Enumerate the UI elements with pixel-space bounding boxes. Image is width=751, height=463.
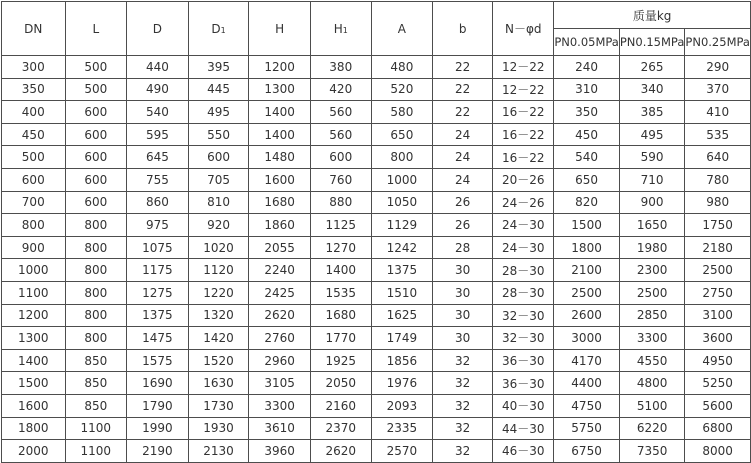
cell-weight-pn005: 4750 xyxy=(554,394,620,417)
header-d1 xyxy=(188,2,249,56)
cell-weight-pn025: 1750 xyxy=(685,214,751,237)
cell-a: 2093 xyxy=(371,394,433,417)
cell-d: 1175 xyxy=(127,259,189,282)
cell-weight-pn015: 590 xyxy=(619,146,685,169)
cell-weight-pn005: 310 xyxy=(554,78,620,101)
cell-n-phi-d: 16－22 xyxy=(493,101,554,124)
cell-l: 800 xyxy=(65,304,127,327)
cell-weight-pn015: 900 xyxy=(619,191,685,214)
cell-h: 2055 xyxy=(249,236,311,259)
cell-d1: 550 xyxy=(188,123,249,146)
cell-d1: 495 xyxy=(188,101,249,124)
cell-weight-pn025: 980 xyxy=(685,191,751,214)
cell-dn: 1500 xyxy=(2,372,66,395)
table-row xyxy=(2,123,751,146)
table-row xyxy=(2,214,751,237)
header-h: H xyxy=(249,2,311,56)
cell-d1: 1520 xyxy=(188,349,249,372)
cell-d: 1990 xyxy=(127,417,189,440)
cell-d1: 1020 xyxy=(188,236,249,259)
header-h1-main: H xyxy=(333,21,343,36)
cell-dn: 1200 xyxy=(2,304,66,327)
cell-b: 22 xyxy=(433,78,493,101)
cell-l: 800 xyxy=(65,327,127,350)
cell-weight-pn025: 2750 xyxy=(685,281,751,304)
cell-dn: 900 xyxy=(2,236,66,259)
cell-h1: 2620 xyxy=(310,440,371,463)
cell-a: 2570 xyxy=(371,440,433,463)
cell-l: 850 xyxy=(65,349,127,372)
cell-weight-pn005: 820 xyxy=(554,191,620,214)
cell-weight-pn015: 2850 xyxy=(619,304,685,327)
cell-h: 3105 xyxy=(249,372,311,395)
cell-dn: 1300 xyxy=(2,327,66,350)
cell-weight-pn005: 540 xyxy=(554,146,620,169)
cell-l: 1100 xyxy=(65,440,127,463)
table-row xyxy=(2,78,751,101)
cell-h1: 760 xyxy=(310,168,371,191)
cell-weight-pn005: 6750 xyxy=(554,440,620,463)
table-body xyxy=(2,56,751,463)
table-row xyxy=(2,372,751,395)
cell-d1: 1320 xyxy=(188,304,249,327)
cell-weight-pn015: 2500 xyxy=(619,281,685,304)
cell-b: 32 xyxy=(433,394,493,417)
cell-h: 1400 xyxy=(249,101,311,124)
cell-weight-pn015: 710 xyxy=(619,168,685,191)
cell-h: 1680 xyxy=(249,191,311,214)
cell-d: 975 xyxy=(127,214,189,237)
cell-h1: 560 xyxy=(310,101,371,124)
cell-weight-pn015: 1980 xyxy=(619,236,685,259)
header-d: D xyxy=(127,2,189,56)
cell-weight-pn015: 4550 xyxy=(619,349,685,372)
table-row xyxy=(2,101,751,124)
cell-n-phi-d: 32－30 xyxy=(493,327,554,350)
cell-l: 850 xyxy=(65,372,127,395)
cell-h: 3610 xyxy=(249,417,311,440)
cell-weight-pn015: 6220 xyxy=(619,417,685,440)
cell-b: 22 xyxy=(433,101,493,124)
header-d1-main: D xyxy=(211,21,221,36)
cell-dn: 800 xyxy=(2,214,66,237)
header-d1-sub: 1 xyxy=(220,25,226,35)
cell-a: 520 xyxy=(371,78,433,101)
header-n-phi-d: N－φd xyxy=(493,2,554,56)
cell-weight-pn005: 1800 xyxy=(554,236,620,259)
cell-a: 1976 xyxy=(371,372,433,395)
cell-weight-pn025: 5600 xyxy=(685,394,751,417)
cell-h1: 1270 xyxy=(310,236,371,259)
cell-b: 22 xyxy=(433,56,493,79)
table-row xyxy=(2,394,751,417)
cell-d: 755 xyxy=(127,168,189,191)
cell-d: 860 xyxy=(127,191,189,214)
cell-weight-pn005: 350 xyxy=(554,101,620,124)
cell-weight-pn015: 3300 xyxy=(619,327,685,350)
cell-d1: 1930 xyxy=(188,417,249,440)
cell-n-phi-d: 44－30 xyxy=(493,417,554,440)
cell-l: 800 xyxy=(65,236,127,259)
cell-n-phi-d: 36－30 xyxy=(493,372,554,395)
cell-a: 580 xyxy=(371,101,433,124)
table-row xyxy=(2,327,751,350)
cell-h: 1860 xyxy=(249,214,311,237)
cell-weight-pn025: 3600 xyxy=(685,327,751,350)
cell-h1: 2050 xyxy=(310,372,371,395)
cell-h1: 1535 xyxy=(310,281,371,304)
cell-b: 30 xyxy=(433,304,493,327)
cell-dn: 600 xyxy=(2,168,66,191)
cell-h: 2620 xyxy=(249,304,311,327)
cell-a: 1625 xyxy=(371,304,433,327)
cell-weight-pn025: 6800 xyxy=(685,417,751,440)
cell-h1: 1680 xyxy=(310,304,371,327)
cell-l: 500 xyxy=(65,56,127,79)
cell-dn: 300 xyxy=(2,56,66,79)
cell-a: 650 xyxy=(371,123,433,146)
cell-weight-pn005: 450 xyxy=(554,123,620,146)
cell-b: 30 xyxy=(433,327,493,350)
cell-l: 800 xyxy=(65,214,127,237)
cell-l: 850 xyxy=(65,394,127,417)
table-row xyxy=(2,259,751,282)
cell-weight-pn005: 5750 xyxy=(554,417,620,440)
cell-h1: 2370 xyxy=(310,417,371,440)
cell-d1: 1630 xyxy=(188,372,249,395)
cell-h1: 880 xyxy=(310,191,371,214)
cell-a: 1510 xyxy=(371,281,433,304)
cell-b: 32 xyxy=(433,440,493,463)
cell-h: 1300 xyxy=(249,78,311,101)
cell-b: 24 xyxy=(433,123,493,146)
cell-h: 1480 xyxy=(249,146,311,169)
cell-h: 1400 xyxy=(249,123,311,146)
cell-dn: 1000 xyxy=(2,259,66,282)
cell-weight-pn015: 1650 xyxy=(619,214,685,237)
cell-weight-pn025: 290 xyxy=(685,56,751,79)
cell-weight-pn025: 370 xyxy=(685,78,751,101)
cell-h: 2960 xyxy=(249,349,311,372)
table-row xyxy=(2,236,751,259)
cell-b: 24 xyxy=(433,168,493,191)
cell-d: 1690 xyxy=(127,372,189,395)
table-row xyxy=(2,146,751,169)
cell-d: 1375 xyxy=(127,304,189,327)
cell-n-phi-d: 28－30 xyxy=(493,281,554,304)
cell-dn: 1800 xyxy=(2,417,66,440)
cell-b: 32 xyxy=(433,349,493,372)
cell-d1: 2130 xyxy=(188,440,249,463)
cell-weight-pn025: 535 xyxy=(685,123,751,146)
cell-d1: 705 xyxy=(188,168,249,191)
cell-h: 1600 xyxy=(249,168,311,191)
cell-d1: 1120 xyxy=(188,259,249,282)
cell-d: 645 xyxy=(127,146,189,169)
cell-b: 24 xyxy=(433,146,493,169)
cell-n-phi-d: 12－22 xyxy=(493,78,554,101)
cell-h1: 600 xyxy=(310,146,371,169)
cell-d: 2190 xyxy=(127,440,189,463)
cell-h1: 1125 xyxy=(310,214,371,237)
cell-h1: 1925 xyxy=(310,349,371,372)
cell-weight-pn025: 780 xyxy=(685,168,751,191)
cell-n-phi-d: 20－26 xyxy=(493,168,554,191)
cell-weight-pn015: 2300 xyxy=(619,259,685,282)
cell-b: 32 xyxy=(433,417,493,440)
cell-b: 30 xyxy=(433,259,493,282)
spec-table xyxy=(1,1,751,463)
cell-weight-pn025: 4950 xyxy=(685,349,751,372)
cell-b: 28 xyxy=(433,236,493,259)
cell-h1: 380 xyxy=(310,56,371,79)
cell-b: 26 xyxy=(433,214,493,237)
cell-h1: 1770 xyxy=(310,327,371,350)
cell-l: 600 xyxy=(65,146,127,169)
cell-n-phi-d: 40－30 xyxy=(493,394,554,417)
cell-h: 2760 xyxy=(249,327,311,350)
cell-d: 1075 xyxy=(127,236,189,259)
cell-n-phi-d: 32－30 xyxy=(493,304,554,327)
cell-dn: 350 xyxy=(2,78,66,101)
cell-b: 32 xyxy=(433,372,493,395)
header-pn025: PN0.25MPa xyxy=(685,29,751,56)
cell-l: 1100 xyxy=(65,417,127,440)
cell-d1: 1220 xyxy=(188,281,249,304)
cell-d1: 1730 xyxy=(188,394,249,417)
cell-a: 480 xyxy=(371,56,433,79)
table-row xyxy=(2,349,751,372)
cell-h: 1200 xyxy=(249,56,311,79)
cell-d: 440 xyxy=(127,56,189,79)
cell-d1: 445 xyxy=(188,78,249,101)
cell-weight-pn005: 4170 xyxy=(554,349,620,372)
cell-weight-pn015: 340 xyxy=(619,78,685,101)
cell-dn: 2000 xyxy=(2,440,66,463)
cell-dn: 400 xyxy=(2,101,66,124)
cell-dn: 500 xyxy=(2,146,66,169)
cell-weight-pn015: 495 xyxy=(619,123,685,146)
cell-n-phi-d: 12－22 xyxy=(493,56,554,79)
cell-d1: 600 xyxy=(188,146,249,169)
cell-weight-pn015: 265 xyxy=(619,56,685,79)
cell-h1: 420 xyxy=(310,78,371,101)
cell-n-phi-d: 16－22 xyxy=(493,146,554,169)
header-pn005: PN0.05MPa xyxy=(554,29,620,56)
cell-a: 1129 xyxy=(371,214,433,237)
cell-dn: 1600 xyxy=(2,394,66,417)
cell-h1: 560 xyxy=(310,123,371,146)
cell-d: 540 xyxy=(127,101,189,124)
cell-d: 595 xyxy=(127,123,189,146)
header-weight-group: 质量kg xyxy=(554,2,751,29)
cell-a: 1749 xyxy=(371,327,433,350)
cell-a: 800 xyxy=(371,146,433,169)
header-a: A xyxy=(371,2,433,56)
cell-d: 1575 xyxy=(127,349,189,372)
cell-a: 1242 xyxy=(371,236,433,259)
cell-n-phi-d: 24－26 xyxy=(493,191,554,214)
cell-h: 2425 xyxy=(249,281,311,304)
cell-h: 3960 xyxy=(249,440,311,463)
header-b: b xyxy=(433,2,493,56)
cell-dn: 1400 xyxy=(2,349,66,372)
cell-weight-pn025: 2500 xyxy=(685,259,751,282)
cell-a: 1050 xyxy=(371,191,433,214)
cell-l: 500 xyxy=(65,78,127,101)
cell-weight-pn005: 3000 xyxy=(554,327,620,350)
cell-l: 600 xyxy=(65,101,127,124)
cell-n-phi-d: 28－30 xyxy=(493,259,554,282)
cell-weight-pn025: 3100 xyxy=(685,304,751,327)
cell-h: 3300 xyxy=(249,394,311,417)
table-row xyxy=(2,191,751,214)
cell-n-phi-d: 46－30 xyxy=(493,440,554,463)
cell-a: 1000 xyxy=(371,168,433,191)
cell-weight-pn005: 1500 xyxy=(554,214,620,237)
cell-dn: 1100 xyxy=(2,281,66,304)
cell-n-phi-d: 16－22 xyxy=(493,123,554,146)
cell-weight-pn005: 650 xyxy=(554,168,620,191)
cell-h: 2240 xyxy=(249,259,311,282)
cell-d: 1475 xyxy=(127,327,189,350)
table-row xyxy=(2,417,751,440)
cell-a: 1375 xyxy=(371,259,433,282)
cell-d1: 810 xyxy=(188,191,249,214)
header-dn: DN xyxy=(2,2,66,56)
cell-h1: 2160 xyxy=(310,394,371,417)
cell-weight-pn015: 5100 xyxy=(619,394,685,417)
cell-n-phi-d: 24－30 xyxy=(493,214,554,237)
header-pn015: PN0.15MPa xyxy=(619,29,685,56)
cell-d: 490 xyxy=(127,78,189,101)
table-row xyxy=(2,281,751,304)
cell-a: 1856 xyxy=(371,349,433,372)
cell-d1: 1420 xyxy=(188,327,249,350)
cell-weight-pn025: 8000 xyxy=(685,440,751,463)
table-row xyxy=(2,56,751,79)
cell-l: 800 xyxy=(65,281,127,304)
cell-a: 2335 xyxy=(371,417,433,440)
cell-weight-pn005: 240 xyxy=(554,56,620,79)
cell-weight-pn005: 2100 xyxy=(554,259,620,282)
cell-dn: 700 xyxy=(2,191,66,214)
cell-weight-pn025: 640 xyxy=(685,146,751,169)
cell-weight-pn005: 4400 xyxy=(554,372,620,395)
cell-n-phi-d: 36－30 xyxy=(493,349,554,372)
cell-weight-pn005: 2500 xyxy=(554,281,620,304)
cell-b: 30 xyxy=(433,281,493,304)
header-h1 xyxy=(310,2,371,56)
header-l: L xyxy=(65,2,127,56)
cell-d1: 920 xyxy=(188,214,249,237)
cell-weight-pn025: 5250 xyxy=(685,372,751,395)
cell-l: 600 xyxy=(65,168,127,191)
spec-table-container xyxy=(1,1,751,463)
header-h1-sub: 1 xyxy=(342,25,348,35)
cell-weight-pn015: 7350 xyxy=(619,440,685,463)
cell-d: 1790 xyxy=(127,394,189,417)
cell-weight-pn015: 4800 xyxy=(619,372,685,395)
cell-b: 26 xyxy=(433,191,493,214)
cell-weight-pn025: 410 xyxy=(685,101,751,124)
cell-l: 800 xyxy=(65,259,127,282)
cell-dn: 450 xyxy=(2,123,66,146)
cell-weight-pn015: 385 xyxy=(619,101,685,124)
cell-n-phi-d: 24－30 xyxy=(493,236,554,259)
cell-weight-pn005: 2600 xyxy=(554,304,620,327)
cell-l: 600 xyxy=(65,123,127,146)
cell-l: 600 xyxy=(65,191,127,214)
table-header xyxy=(2,2,751,56)
table-row xyxy=(2,168,751,191)
cell-weight-pn025: 2180 xyxy=(685,236,751,259)
cell-d1: 395 xyxy=(188,56,249,79)
cell-d: 1275 xyxy=(127,281,189,304)
cell-h1: 1400 xyxy=(310,259,371,282)
table-row xyxy=(2,304,751,327)
